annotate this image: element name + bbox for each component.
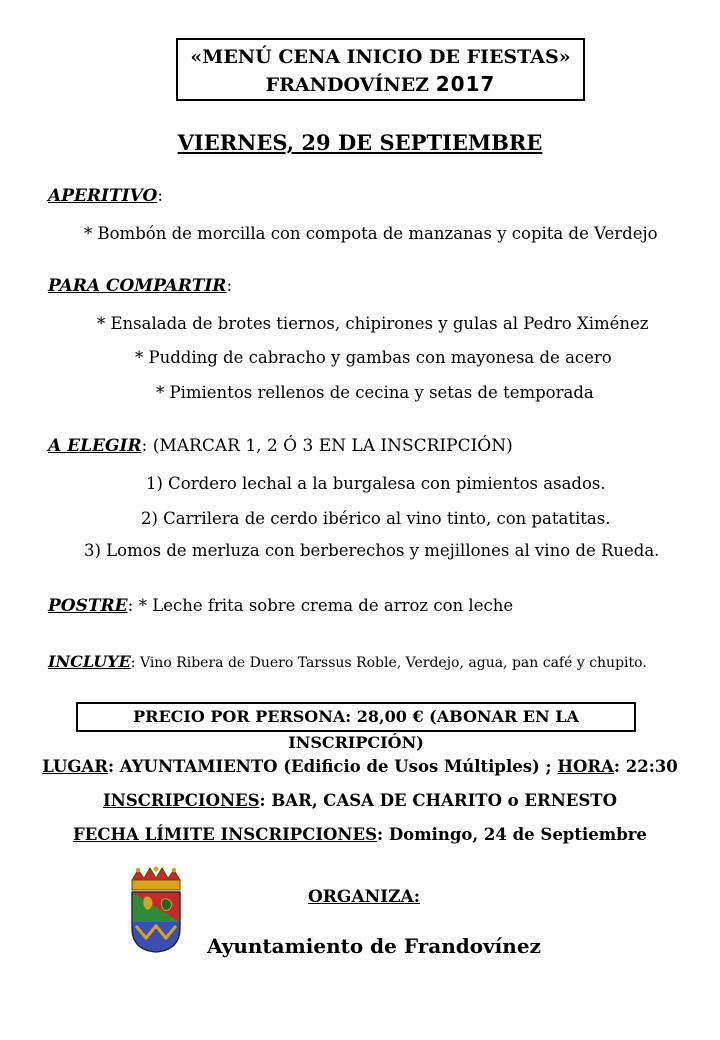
fecha-value: Domingo, 24 de Septiembre [388,825,647,844]
lugar-line: LUGAR: AYUNTAMIENTO (Edificio de Usos Múltiples) ; HORA: 22:30 [42,757,678,776]
hora-label: HORA [557,757,614,776]
lugar-label: LUGAR [42,757,108,776]
elegir-note: (MARCAR 1, 2 Ó 3 EN LA INSCRIPCIÓN) [152,436,513,456]
title-town: FRANDOVÍNEZ [265,74,430,96]
title-box [176,38,585,101]
elegir-item-3: 3) Lomos de merluza con berberechos y mejillones al vino de Rueda. [84,541,660,560]
price-note: (ABONAR EN LA INSCRIPCIÓN) [288,707,579,752]
organiza-label: ORGANIZA: [308,887,421,907]
price-box [76,702,636,752]
compartir-item-3: * Pimientos rellenos de cecina y setas de temporada [156,383,594,402]
inscripciones-value: BAR, CASA DE CHARITO o ERNESTO [271,791,617,810]
elegir-heading: A ELEGIR: (MARCAR 1, 2 Ó 3 EN LA INSCRIPCIÓN) [48,436,513,456]
postre-line: POSTRE: * Leche frita sobre crema de arroz con leche [48,596,514,616]
aperitivo-item: * Bombón de morcilla con compota de manzanas y copita de Verdejo [84,224,658,243]
elegir-item-1: 1) Cordero lechal a la burgalesa con pimientos asados. [146,474,606,493]
elegir-item-2: 2) Carrilera de cerdo ibérico al vino tinto, con patatitas. [141,509,611,528]
price-label: PRECIO POR PERSONA: [133,707,352,726]
price-amount: 28,00 € [356,707,424,726]
compartir-item-1: * Ensalada de brotes tiernos, chipirones y gulas al Pedro Ximénez [97,314,649,333]
fecha-line: FECHA LÍMITE INSCRIPCIONES: Domingo, 24 de Septiembre [73,825,647,844]
postre-text: * Leche frita sobre crema de arroz con leche [138,596,514,615]
incluye-text: Vino Ribera de Duero Tarssus Roble, Verdejo, agua, pan café y chupito. [139,655,647,671]
hora-value: 22:30 [625,757,678,776]
title-year: 2017 [435,72,496,96]
aperitivo-heading: APERITIVO: [48,186,164,206]
lugar-value: AYUNTAMIENTO [119,757,278,776]
lugar-detail: (Edificio de Usos Múltiples) ; [283,757,552,776]
elegir-heading-text: A ELEGIR [48,436,142,456]
compartir-heading-text: PARA COMPARTIR [48,276,227,296]
incluye-line: INCLUYE: Vino Ribera de Duero Tarssus Roble, Verdejo, agua, pan café y chupito. [48,652,647,671]
title-line-1: «MENÚ CENA INICIO DE FIESTAS» [190,46,571,68]
compartir-heading: PARA COMPARTIR: [48,276,233,296]
event-date: VIERNES, 29 DE SEPTIEMBRE [177,130,543,155]
aperitivo-heading-text: APERITIVO [48,186,158,206]
postre-heading: POSTRE [48,596,128,616]
compartir-item-2: * Pudding de cabracho y gambas con mayonesa de acero [135,348,612,367]
coat-of-arms-icon [126,866,186,954]
title-line-2 [178,71,583,99]
inscripciones-label: INSCRIPCIONES [103,791,260,810]
inscripciones-line: INSCRIPCIONES: BAR, CASA DE CHARITO o ERNESTO [103,791,617,810]
fecha-label: FECHA LÍMITE INSCRIPCIONES [73,825,377,844]
incluye-heading: INCLUYE [48,652,131,671]
organizer-name: Ayuntamiento de Frandovínez [207,934,541,958]
